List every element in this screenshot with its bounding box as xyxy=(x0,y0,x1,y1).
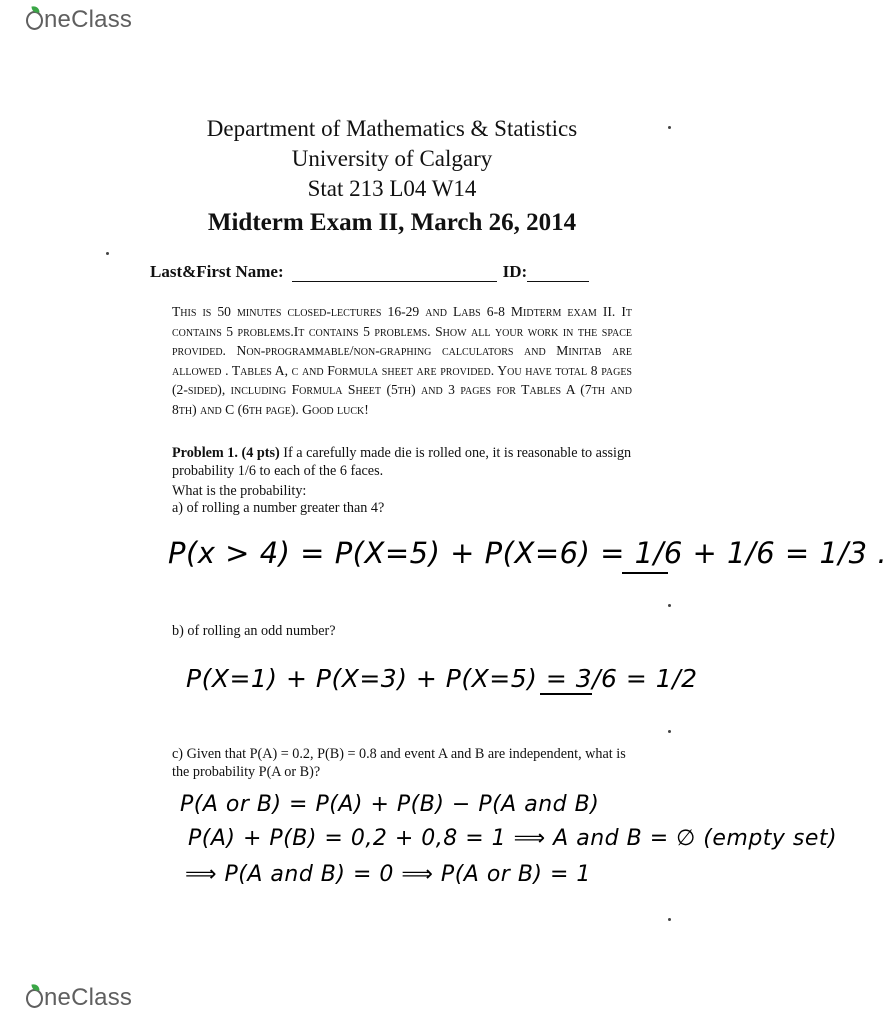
scan-speck xyxy=(668,126,671,129)
answer-c-line-1: P(A or B) = P(A) + P(B) − P(A and B) xyxy=(180,792,600,817)
scan-speck xyxy=(668,604,671,607)
leaf-icon xyxy=(26,11,43,30)
brand-name: neClass xyxy=(44,984,133,1011)
problem-1-intro xyxy=(172,444,634,480)
answer-a-handwritten: P(x > 4) = P(X=5) + P(X=6) = 1/6 + 1/6 = 1/3 . xyxy=(168,536,887,570)
exam-header xyxy=(0,114,784,240)
university-line: University of Calgary xyxy=(291,146,493,171)
name-id-row xyxy=(150,262,630,282)
part-b-question: b) of rolling an odd number? xyxy=(172,623,336,639)
department-line: Department of Mathematics & Statistics xyxy=(206,116,578,141)
part-a-question: a) of rolling a number greater than 4? xyxy=(172,500,385,516)
part-c-question: c) Given that P(A) = 0.2, P(B) = 0.8 and event A and B are independent, what is the probability P(A or B)? xyxy=(172,746,626,780)
scan-speck xyxy=(668,730,671,733)
brand-name: neClass xyxy=(44,6,133,33)
answer-a-underline xyxy=(622,572,668,574)
scan-speck xyxy=(106,252,109,255)
problem-label: Problem 1. xyxy=(172,445,238,461)
problem-1-question: What is the probability: xyxy=(172,483,307,499)
name-blank[interactable] xyxy=(292,263,497,282)
problem-intro: If a carefully made die is rolled one, it is reasonable to assign probability 1/6 to each of the 6 faces. xyxy=(172,445,632,479)
answer-b-underline xyxy=(540,693,592,695)
answer-c-line-2: P(A) + P(B) = 0,2 + 0,8 = 1 ⟹ A and B = ∅ (empty set) xyxy=(188,826,838,851)
id-label: ID: xyxy=(502,262,528,281)
id-blank[interactable] xyxy=(527,263,589,282)
scan-speck xyxy=(668,918,671,921)
oneclass-logo-top xyxy=(26,6,132,34)
exam-title: Midterm Exam II, March 26, 2014 xyxy=(207,209,577,236)
course-line: Stat 213 L04 W14 xyxy=(307,176,477,201)
name-label: Last&First Name: xyxy=(150,262,284,281)
oneclass-logo-bottom xyxy=(26,984,132,1012)
exam-instructions: This is 50 minutes closed-lectures 16-29 and Labs 6-8 Midterm exam II. It contains 5 problems.It contains 5 problems. Show all your work in the space provided. Non-programmable/non-graphing calculators and Minitab are allowed . Tables A, c and Formula sheet are provided. You have total 8 pages (2-sided), including Formula Sheet (5th) and 3 pages for Tables A (7th and 8th) and C (6th page). Good luck! xyxy=(172,304,632,417)
answer-c-line-3: ⟹ P(A and B) = 0 ⟹ P(A or B) = 1 xyxy=(185,862,591,887)
leaf-icon xyxy=(26,989,43,1008)
answer-b-handwritten: P(X=1) + P(X=3) + P(X=5) = 3/6 = 1/2 xyxy=(186,664,698,693)
problem-points: (4 pts) xyxy=(241,445,280,461)
